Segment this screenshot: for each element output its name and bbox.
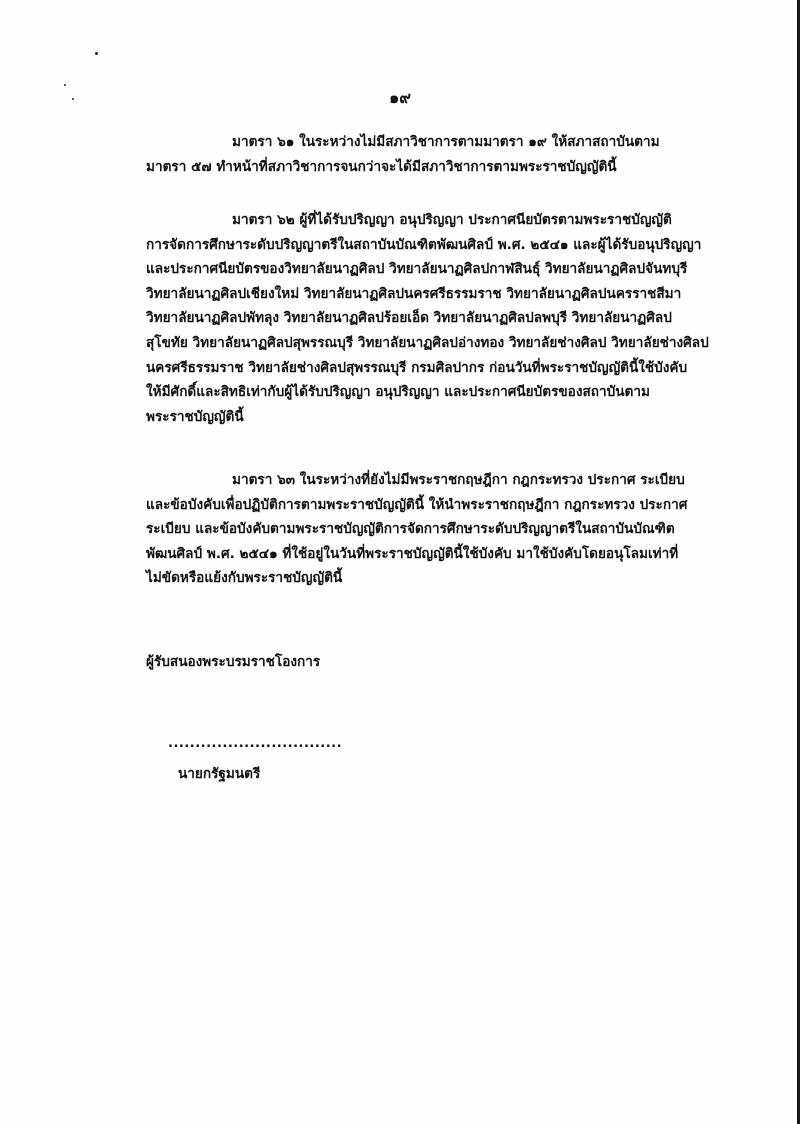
section-62-line: ให้มีศักดิ์และสิทธิเท่ากับผู้ได้รับปริญญา อนุปริญญา และประกาศนียบัตรของสถาบันตาม xyxy=(146,384,650,401)
page-number: ๑๙ xyxy=(389,88,411,107)
section-62-line: และประกาศนียบัตรของวิทยาลัยนาฏศิลป วิทยาลัยนาฏศิลปกาฬสินธุ์ วิทยาลัยนาฏศิลปจันทบุรี xyxy=(146,261,688,278)
section-63-line: ระเบียบ และข้อบังคับตามพระราชบัญญัติการจัดการศึกษาระดับปริญญาตรีในสถาบันบัณฑิต xyxy=(146,521,675,538)
scan-speck xyxy=(95,52,98,55)
section-61-line: มาตรา ๖๑ ในระหว่างไม่มีสภาวิชาการตามมาตรา ๑๙ ให้สภาสถาบันตาม xyxy=(232,134,660,150)
section-62-line: วิทยาลัยนาฏศิลปเชียงใหม่ วิทยาลัยนาฏศิลปนครศรีธรรมราช วิทยาลัยนาฏศิลปนครราชสีมา xyxy=(146,285,682,302)
section-61-line: มาตรา ๕๗ ทำหน้าที่สภาวิชาการจนกว่าจะได้มีสภาวิชาการตามพระราชบัญญัตินี้ xyxy=(146,158,617,175)
countersign-heading: ผู้รับสนองพระบรมราชโองการ xyxy=(146,654,321,670)
section-62-line: นครศรีธรรมราช วิทยาลัยช่างศิลปสุพรรณบุรี กรมศิลปากร ก่อนวันที่พระราชบัญญัตินี้ใช้บังคับ xyxy=(146,359,688,376)
section-63 xyxy=(146,468,688,591)
section-63-line: ไม่ขัดหรือแย้งกับพระราชบัญญัตินี้ xyxy=(146,570,343,587)
section-63-line: มาตรา ๖๓ ในระหว่างที่ยังไม่มีพระราชกฤษฎีกา กฎกระทรวง ประกาศ ระเบียบ xyxy=(232,472,685,488)
section-63-line: พัฒนศิลป์ พ.ศ. ๒๕๔๑ ที่ใช้อยู่ในวันที่พระราชบัญญัตินี้ใช้บังคับ มาใช้บังคับโดยอนุโลมเท่าที่ xyxy=(146,545,679,562)
section-62-line: วิทยาลัยนาฏศิลปพัทลุง วิทยาลัยนาฏศิลปร้อยเอ็ด วิทยาลัยนาฏศิลปลพบุรี วิทยาลัยนาฏศิลป xyxy=(146,310,672,327)
section-62 xyxy=(146,208,709,429)
section-62-line: พระราชบัญญัตินี้ xyxy=(146,408,244,425)
section-62-line: การจัดการศึกษาระดับปริญญาตรีในสถาบันบัณฑิตพัฒนศิลป์ พ.ศ. ๒๕๔๑ และผู้ได้รับอนุปริญญา xyxy=(146,236,702,253)
section-61 xyxy=(146,130,666,179)
section-62-line: สุโขทัย วิทยาลัยนาฏศิลปสุพรรณบุรี วิทยาลัยนาฏศิลปอ่างทอง วิทยาลัยช่างศิลป วิทยาลัยช่างศิลป xyxy=(146,334,709,351)
section-62-line: มาตรา ๖๒ ผู้ที่ได้รับปริญญา อนุปริญญา ประกาศนียบัตรตามพระราชบัญญัติ xyxy=(232,212,672,228)
signatory-title: นายกรัฐมนตรี xyxy=(178,766,261,782)
section-63-line: และข้อบังคับเพื่อปฏิบัติการตามพระราชบัญญัตินี้ ให้นำพระราชกฤษฎีกา กฎกระทรวง ประกาศ xyxy=(146,496,688,513)
signature-line: ................................ xyxy=(168,736,343,751)
